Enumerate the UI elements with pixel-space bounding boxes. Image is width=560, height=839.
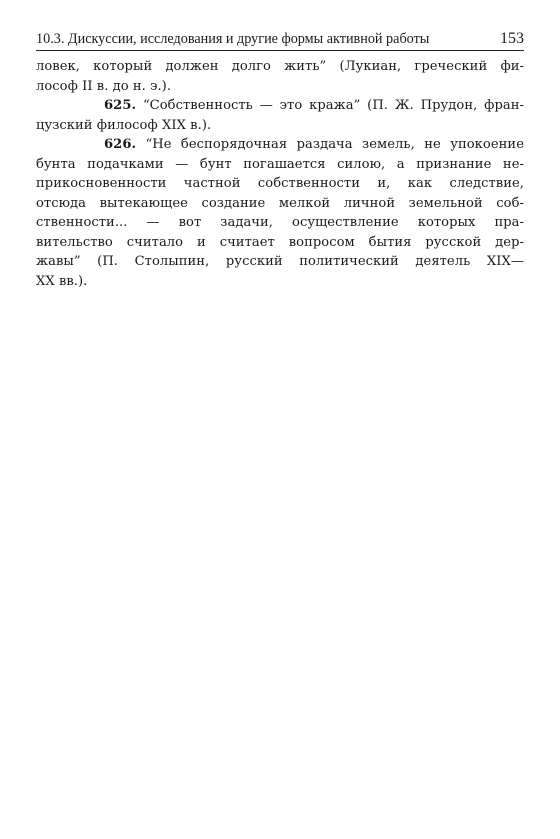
running-header [36,30,524,51]
text-line [36,96,524,116]
text-line [36,135,524,155]
text-line: отсюда вытекающее создание мелкой личной земельной соб- [36,195,524,211]
text-line: лософ II в. до н. э.). [36,78,172,94]
quote-number: 626. [104,137,137,152]
text-line: цузский философ XIX в.). [36,117,212,133]
text-line: бунта подачками — бунт погашается силою, а признание не- [36,156,524,172]
quote-625 [36,96,524,135]
quote-number: 625. [104,98,137,113]
book-page [36,30,524,291]
running-title: 10.3. Дискуссии, исследования и другие формы активной работы [36,31,430,47]
page-body [36,57,524,291]
text-line: вительство считало и считает вопросом бытия русской дер- [36,234,524,250]
page-number: 153 [500,30,524,47]
text-line: XX вв.). [36,273,88,289]
paragraph-continuation [36,57,524,96]
quote-text: “Не беспорядочная раздача земель, не упокоение [145,137,524,152]
text-line: прикосновенности частной собственности и, как следствие, [36,176,524,191]
text-line: ловек, который должен долго жить” (Лукиан, греческий фи- [36,59,524,74]
text-line: жавы” (П. Столыпин, русский политический деятель XIX— [36,254,524,269]
text-line: ственности... — вот задачи, осуществление которых пра- [36,215,524,230]
quote-text: “Собственность — это кража” (П. Ж. Прудон, фран- [142,98,524,113]
quote-626 [36,135,524,291]
